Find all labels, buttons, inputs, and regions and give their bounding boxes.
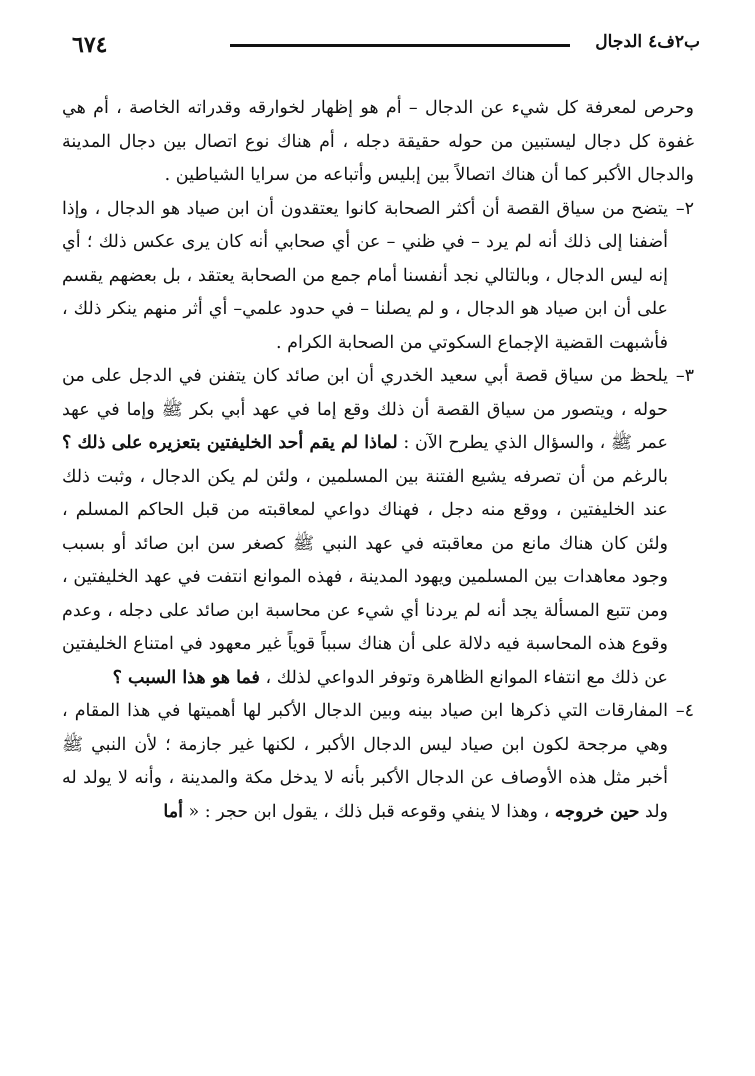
- intro-text: وحرص لمعرفة كل شيء عن الدجال – أم هو إظهار لخوارقه وقدراته الخاصة ، أم هي غفوة كل دجال ليستبين من حوله حقيقة دجله ، أم هناك نوع اتصال بين دجال المدينة والدجال الأكبر كما أن هناك اتصالاً بين إبليس وأتباعه من سرايا الشياطين .: [62, 98, 694, 185]
- page-body: [62, 92, 694, 829]
- item-bold-phrase: حين خروجه: [554, 801, 640, 822]
- list-item-3: [62, 360, 694, 695]
- running-title: ب٢ف٤ الدجال: [595, 32, 700, 52]
- page-header: [60, 30, 700, 62]
- item-text: بالرغم من أن تصرفه يشيع الفتنة بين المسلمين ، ولئن لم يكن الدجال ، وثبت ذلك عند الخليفتين ، ووقع منه دجل ، فهناك دواعي لمعاقبته من قبل الحاكم المسلم ، ولئن كان هناك مانع من معاقبته في عهد النبي ﷺ كصغر سن ابن صائد أو بسبب وجود معاهدات بين المسلمين ويهود المدينة ، فهذه الموانع انتفت في عهد الخليفتين ، ومن تتبع المسألة يجد أنه لم يردنا أي شيء عن محاسبة ابن صائد على دجله ، وعدم وقوع هذه المحاسبة فيه دلالة على أن هناك سبباً قوياً غير معهود في امتناع الخليفتين عن ذلك مع انتفاء الموانع الظاهرة وتوفر الدواعي لذلك ،: [62, 466, 668, 688]
- header-rule: [230, 44, 570, 47]
- item-number: ٤–: [675, 701, 694, 721]
- item-text: يتضح من سياق القصة أن أكثر الصحابة كانوا يعتقدون أن ابن صياد هو الدجال ، وإذا أضفنا إلى ذلك أنه لم يرد – في ظني – عن أي صحابي أنه كان يرى عكس ذلك ؛ أي إنه ليس الدجال ، وبالتالي نجد أنفسنا أمام جمع من الصحابة يعتقد ، بل بعضهم يقسم على أن ابن صياد هو الدجال ، و لم يصلنا – في حدود علمي– أي أثر منهم ينكر ذلك ، فأشبهت القضية الإجماع السكوتي من الصحابة الكرام .: [62, 198, 668, 353]
- intro-paragraph: [62, 92, 694, 193]
- list-item-2: [62, 193, 694, 361]
- item-bold-phrase: أما: [163, 801, 183, 822]
- item-bold-question: فما هو هذا السبب ؟: [112, 667, 260, 688]
- item-text: المفارقات التي ذكرها ابن صياد بينه وبين الدجال الأكبر لها أهميتها في هذا المقام ، وهي مرجحة لكون ابن صياد ليس الدجال الأكبر ، لكنها غير جازمة ؛ لأن النبي ﷺ أخبر مثل هذه الأوصاف عن الدجال الأكبر بأنه لا يدخل مكة والمدينة ، وأنه لا يولد له ولد: [62, 701, 668, 822]
- item-text: ، وهذا لا ينفي وقوعه قبل ذلك ، يقول ابن حجر : «: [188, 801, 550, 822]
- item-number: ٢–: [675, 198, 694, 219]
- page-number: ٦٧٤: [72, 32, 108, 58]
- list-item-4: [62, 695, 694, 829]
- item-number: ٣–: [675, 366, 694, 386]
- item-text: يلحظ من سياق قصة أبي سعيد الخدري أن ابن صائد كان يتفنن في الدجل على من حوله ، ويتصور من سياق القصة أن ذلك وقع إما في عهد أبي بكر ﷺ وإما في عهد عمر ﷺ ، والسؤال الذي يطرح الآن :: [62, 366, 668, 453]
- item-bold-question: لماذا لم يقم أحد الخليفتين بتعزيره على ذلك ؟: [62, 433, 398, 453]
